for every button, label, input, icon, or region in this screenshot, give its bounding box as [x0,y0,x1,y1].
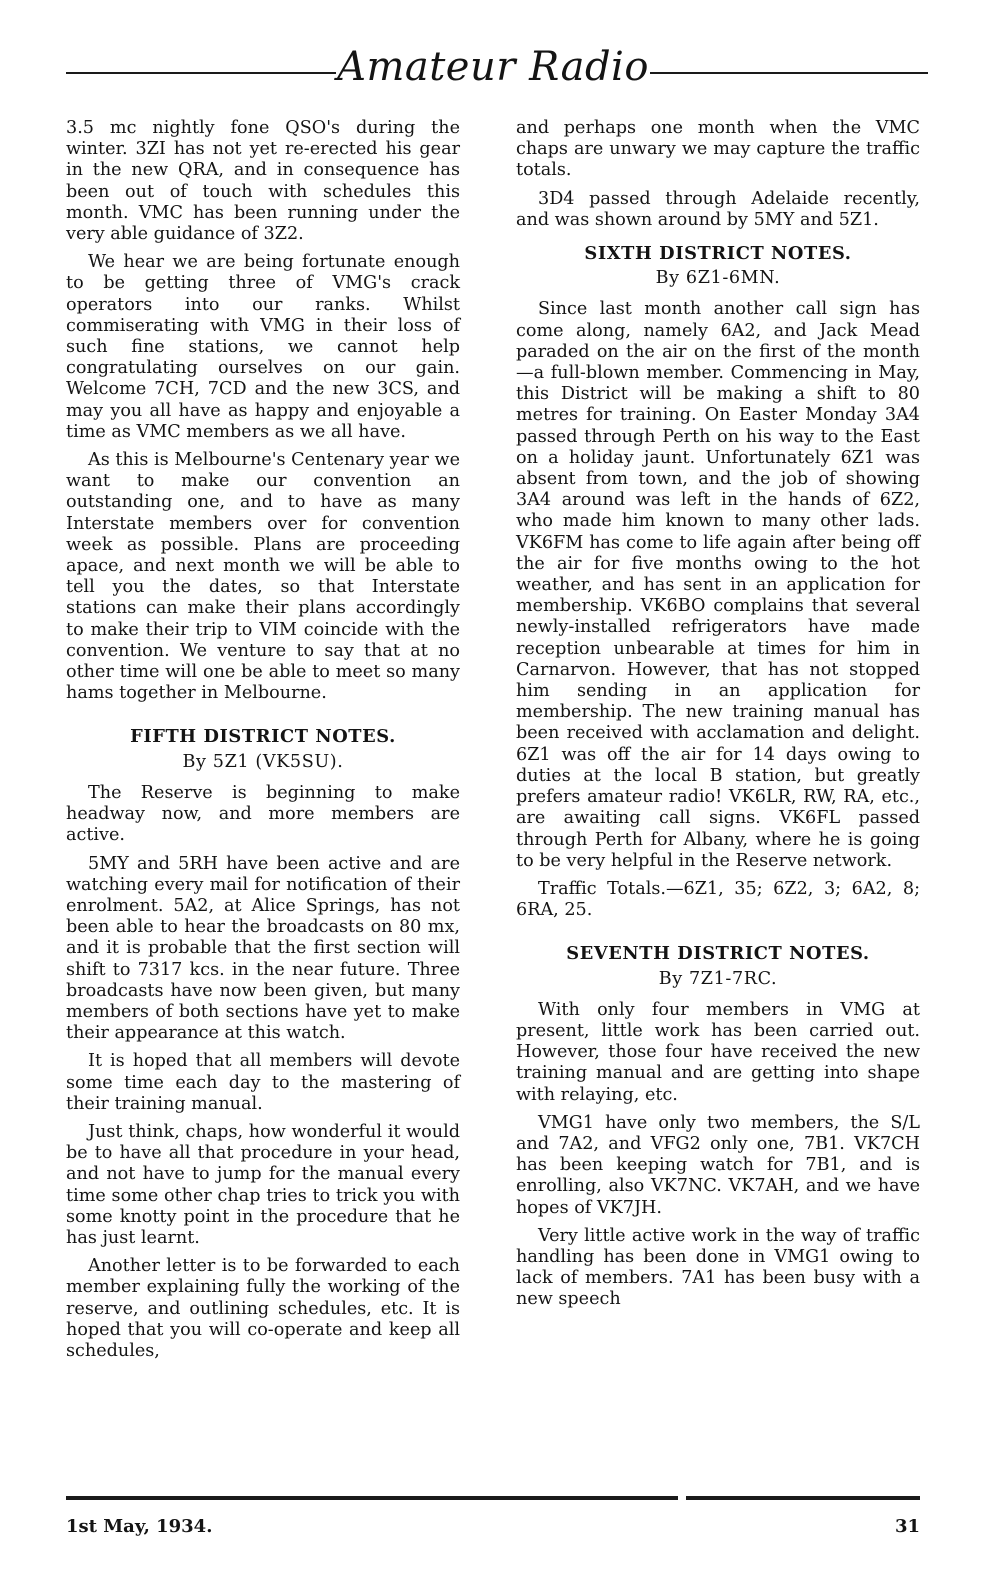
section-byline-fifth-district: By 5Z1 (VK5SU). [182,751,344,772]
paragraph: 5MY and 5RH have been active and are watching every mail for notification of their enrolment. 5A2, at Alice Springs, has not been able to hear the broadcasts on 80 mx, and it is probable that the first section will shift to 7317 kcs. in the near future. Three broadcasts have now been given, but many members of both sections have yet to make their appearance at this watch. [66,853,460,1044]
paragraph: and perhaps one month when the VMC chaps are unwary we may capture the traffic totals. [516,118,920,181]
paragraph: Another letter is to be forwarded to each member explaining fully the working of the reserve, and outlining schedules, etc. It is hoped that you will co-operate and keep all schedules, [66,1256,460,1361]
paragraph: Since last month another call sign has come along, namely 6A2, and Jack Mead paraded on the air on the first of the month—a full-blown member. Commencing in May, this District will be making a shift to 80 metres for training. On Easter Monday 3A4 passed through Perth on his way to the East on a holiday jaunt. Unfortunately 6Z1 was absent from town, and the job of showing 3A4 around was left in the hands of 6Z2, who made him known to many other lads. VK6FM has come to life again after being off the air for five months owing to the hot weather, and has sent in an application for membership. VK6BO complains that several newly-installed refrigerators have made reception unbearable at times for him in Carnarvon. However, that has not stopped him sending in an application for membership. The new training manual has been received with acclamation and delight. 6Z1 was off the air for 14 days owing to duties at the local B station, but greatly prefers amateur radio! VK6LR, RW, RA, etc., are awaiting call signs. VK6FL passed through Perth for Albany, where he is going to be very helpful in the Reserve network. [516,299,920,871]
section-heading-fifth-district: FIFTH DISTRICT NOTES. [130,726,396,748]
paragraph: Just think, chaps, how wonderful it would be to have all that procedure in your head, and not have to jump for the manual every time some other chap tries to trick you with some knotty point in the procedure that he has just learnt. [66,1121,460,1248]
paragraph: VMG1 have only two members, the S/L and 7A2, and VFG2 only one, 7B1. VK7CH has been keeping watch for 7B1, and is enrolling, also VK7NC. VK7AH, and we have hopes of VK7JH. [516,1112,920,1218]
masthead-rule-right [650,72,928,74]
paragraph: The Reserve is beginning to make headway now, and more members are active. [66,782,460,846]
page-number: 31 [894,1516,920,1537]
section-byline-seventh-district: By 7Z1-7RC. [658,968,778,989]
paragraph: Very little active work in the way of traffic handling has been done in VMG1 owing to lack of members. 7A1 has been busy with a new speech [516,1225,920,1310]
left-column [66,118,460,1369]
footer-rule [66,1496,920,1500]
section-byline-sixth-district: By 6Z1-6MN. [655,268,781,289]
masthead-rule-left [66,72,336,74]
paragraph: It is hoped that all members will devote some time each day to the mastering of their training manual. [66,1051,460,1114]
paragraph: With only four members in VMG at present, little work has been carried out. However, those four have received the new training manual and are getting into shape with relaying, etc. [516,999,920,1105]
section-heading-seventh-district: SEVENTH DISTRICT NOTES. [566,943,870,965]
section-heading-sixth-district: SIXTH DISTRICT NOTES. [584,243,852,265]
paragraph: We hear we are being fortunate enough to be getting three of VMG's crack operators into our ranks. Whilst commiserating with VMG in their loss of such fine stations, we cannot help congratulating ourselves on our gain. Welcome 7CH, 7CD and the new 3CS, and may you all have as happy and enjoyable a time as VMC members as we all have. [66,252,460,442]
paragraph: Traffic Totals.—6Z1, 35; 6Z2, 3; 6A2, 8; 6RA, 25. [516,878,920,921]
right-column [516,118,920,1318]
publication-title: Amateur Radio [337,44,649,90]
paragraph: 3D4 passed through Adelaide recently, and was shown around by 5MY and 5Z1. [516,188,920,230]
issue-date: 1st May, 1934. [66,1516,213,1537]
paragraph: As this is Melbourne's Centenary year we want to make our convention an outstanding one, and to have as many Interstate members over for convention week as possible. Plans are proceeding apace, and next month we will be able to tell you the dates, so that Interstate stations can make their plans accordingly to make their trip to VIM coincide with the convention. We venture to say that at no other time will one be able to meet so many hams together in Melbourne. [66,450,460,704]
masthead [66,44,928,104]
paragraph: 3.5 mc nightly fone QSO's during the winter. 3ZI has not yet re-erected his gear in the new QRA, and in consequence has been out of touch with schedules this month. VMC has been running under the very able guidance of 3Z2. [66,118,460,245]
